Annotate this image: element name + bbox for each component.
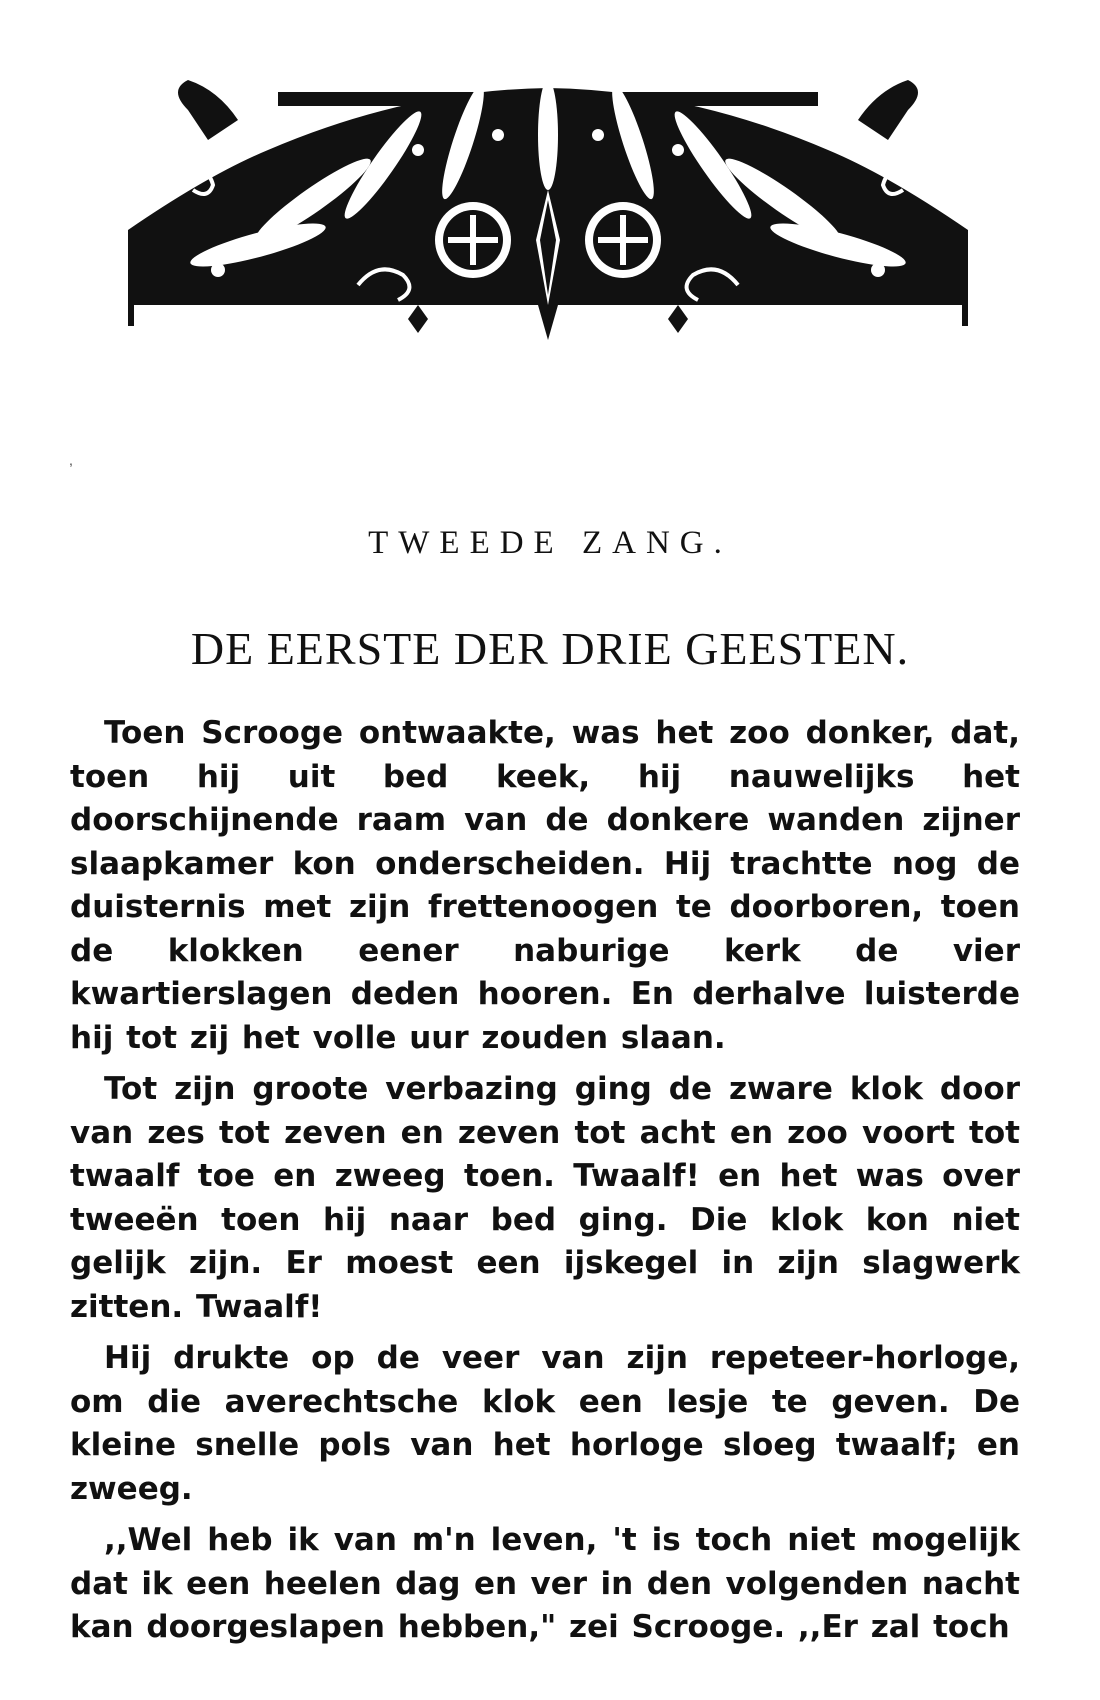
body-text [70, 712, 1020, 1658]
chapter-title: DE EERSTE DER DRIE GEESTEN. [190, 623, 910, 674]
chapter-number: TWEEDE ZANG. [368, 525, 732, 561]
paragraph: Hij drukte op de veer van zijn repeteer-horloge, om die averechtsche klok een lesje te geven. De kleine snelle pols van het horloge sloeg twaalf; en zweeg. [70, 1340, 1020, 1507]
stray-mark: , [69, 452, 73, 468]
paragraph: ,,Wel heb ik van m'n leven, 't is toch niet mogelijk dat ik een heelen dag en ver in den volgenden nacht kan doorgeslapen hebben," zei Scrooge. ,,Er zal toch [70, 1522, 1020, 1645]
paragraph: Tot zijn groote verbazing ging de zware klok door van zes tot zeven en zeven tot acht en zoo voort tot twaalf toe en zweeg toen. Twaalf! en het was over tweeën toen hij naar bed ging. Die klok kon niet gelijk zijn. Er moest een ijskegel in zijn slagwerk zitten. Twaalf! [70, 1071, 1020, 1325]
ornamental-headpiece-icon [128, 80, 968, 340]
paragraph: Toen Scrooge ontwaakte, was het zoo donker, dat, toen hij uit bed keek, hij nauwelijks het doorschijnende raam van de donkere wanden zijner slaapkamer kon onderscheiden. Hij trachtte nog de duisternis met zijn frettenoogen te doorboren, toen de klokken eener naburige kerk de vier kwartierslagen deden hooren. En derhalve luisterde hij tot zij het volle uur zouden slaan. [70, 715, 1020, 1056]
